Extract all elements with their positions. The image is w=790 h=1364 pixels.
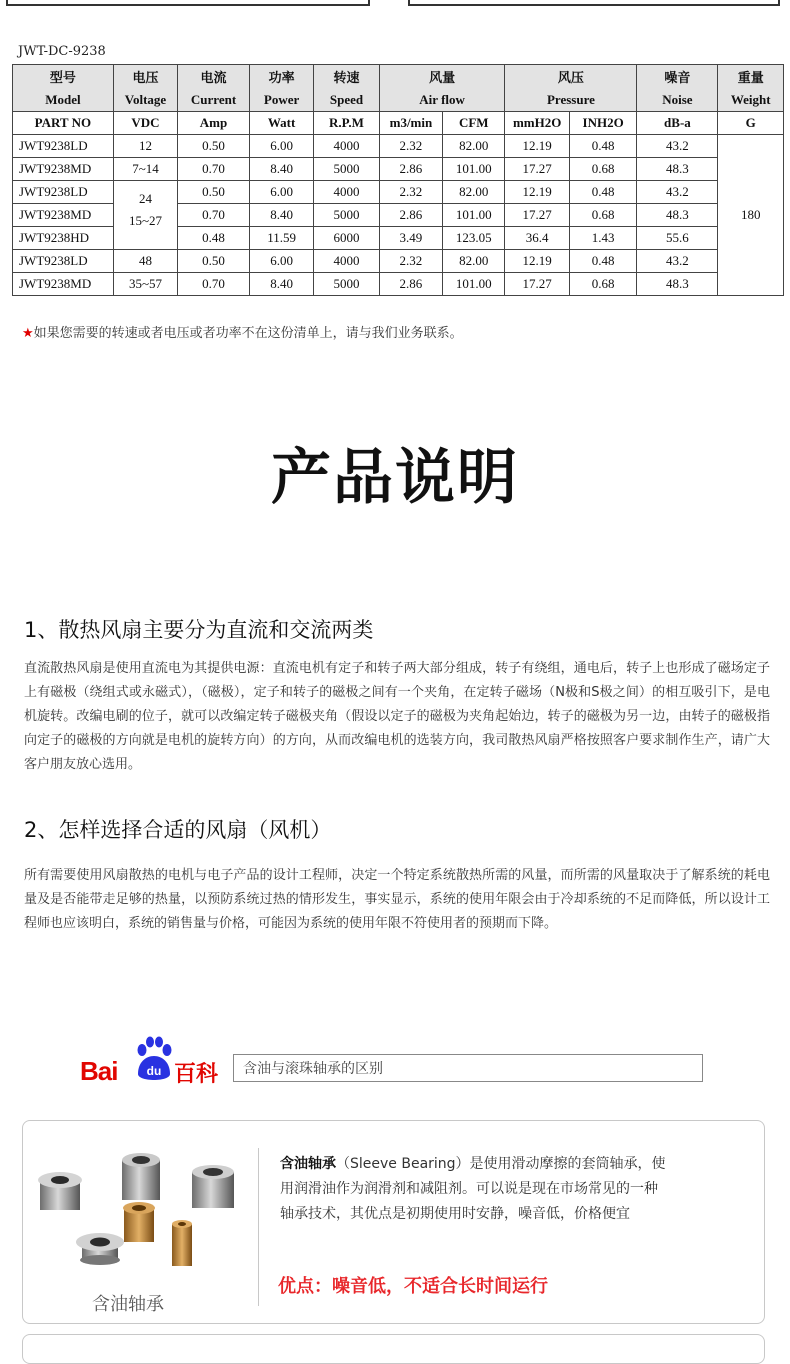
baike-search-box[interactable]: 含油与滚珠轴承的区别 <box>233 1054 703 1082</box>
sleeve-bearing-image <box>30 1150 240 1280</box>
model-code: JWT-DC-9238 <box>18 44 106 59</box>
table-row <box>13 250 784 273</box>
cell-current: 0.50 <box>178 135 250 158</box>
cell-m3min: 2.86 <box>379 158 442 181</box>
header-en-noise: Noise <box>637 88 718 112</box>
cell-inh2o: 1.43 <box>569 227 637 250</box>
cell-power: 11.59 <box>249 227 313 250</box>
cell-mmh2o: 17.27 <box>505 273 569 296</box>
header-en-power: Power <box>249 88 313 112</box>
table-header-en-row <box>13 88 784 112</box>
cell-inh2o: 0.48 <box>569 181 637 204</box>
header-en-pressure: Pressure <box>505 88 637 112</box>
cell-noise: 43.2 <box>637 135 718 158</box>
header-cn-weight: 重量 <box>718 65 784 89</box>
cell-cfm: 82.00 <box>443 250 505 273</box>
cell-part-no: JWT9238LD <box>13 250 114 273</box>
logo-bai-text: Bai <box>80 1056 118 1086</box>
next-card <box>22 1334 765 1364</box>
baidu-baike-logo[interactable] <box>80 1036 230 1087</box>
cell-part-no: JWT9238MD <box>13 158 114 181</box>
unit-g: G <box>718 112 784 135</box>
cell-cfm: 101.00 <box>443 158 505 181</box>
cell-weight: 180 <box>718 135 784 296</box>
cell-noise: 48.3 <box>637 273 718 296</box>
table-row <box>13 181 784 204</box>
cell-part-no: JWT9238LD <box>13 135 114 158</box>
cell-inh2o: 0.68 <box>569 273 637 296</box>
cell-power: 6.00 <box>249 135 313 158</box>
header-cn-noise: 噪音 <box>637 65 718 89</box>
header-cn-voltage: 电压 <box>113 65 177 89</box>
unit-m3min: m3/min <box>379 112 442 135</box>
section-1-title: 1、散热风扇主要分为直流和交流两类 <box>24 618 374 642</box>
cell-part-no: JWT9238LD <box>13 181 114 204</box>
cell-power: 8.40 <box>249 273 313 296</box>
unit-part-no: PART NO <box>13 112 114 135</box>
sleeve-bearing-pros: 优点：噪音低，不适合长时间运行 <box>278 1276 548 1297</box>
voltage-nominal: 24 <box>138 191 152 206</box>
cell-power: 6.00 <box>249 250 313 273</box>
table-units-row <box>13 112 784 135</box>
unit-amp: Amp <box>178 112 250 135</box>
cell-noise: 55.6 <box>637 227 718 250</box>
header-cn-pressure: 风压 <box>505 65 637 89</box>
header-en-speed: Speed <box>314 88 379 112</box>
cell-part-no: JWT9238MD <box>13 273 114 296</box>
unit-rpm: R.P.M <box>314 112 379 135</box>
header-cn-model: 型号 <box>13 65 114 89</box>
cell-voltage-group <box>113 181 177 250</box>
cell-inh2o: 0.48 <box>569 135 637 158</box>
cell-mmh2o: 36.4 <box>505 227 569 250</box>
cell-m3min: 2.86 <box>379 273 442 296</box>
header-cn-current: 电流 <box>178 65 250 89</box>
page-title: 产品说明 <box>271 443 519 513</box>
cell-speed: 6000 <box>314 227 379 250</box>
header-cn-power: 功率 <box>249 65 313 89</box>
table-header-cn-row <box>13 65 784 89</box>
cell-voltage: 12 <box>113 135 177 158</box>
header-cn-speed: 转速 <box>314 65 379 89</box>
cell-speed: 5000 <box>314 273 379 296</box>
cell-mmh2o: 17.27 <box>505 204 569 227</box>
sleeve-bearing-term: 含油轴承 <box>280 1156 336 1172</box>
cell-noise: 43.2 <box>637 250 718 273</box>
section-1-body: 直流散热风扇是使用直流电为其提供电源：直流电机有定子和转子两大部分组成，转子有绕组，通电后，转子上也形成了磁场定子上有磁极（绕组式或永磁式），（磁极），定子和转子的磁极之间有一个夹角，在定转子磁场（N极和S极之间）的相互吸引下，是电机旋转。改编电刷的位子，就可以改编定转子磁极夹角（假设以定子的磁极为夹角起始边，转子的磁极为另一边，由转子的磁极指向定子的磁极的方向就是电机的旋转方向）的方向，从而改编电机的选装方向，我司散热风扇严格按照客户要求制作生产，请广大客户朋友放心选用。 <box>24 661 770 772</box>
paw-icon <box>130 1036 176 1084</box>
cell-m3min: 2.86 <box>379 204 442 227</box>
cell-mmh2o: 12.19 <box>505 181 569 204</box>
cell-mmh2o: 12.19 <box>505 135 569 158</box>
cell-speed: 5000 <box>314 158 379 181</box>
unit-mmh2o: mmH2O <box>505 112 569 135</box>
header-en-voltage: Voltage <box>113 88 177 112</box>
sleeve-bearing-desc-text: （Sleeve Bearing）是使用滑动摩擦的套筒轴承，使用润滑油作为润滑剂和减阻剂。可以说是现在市场常见的一种轴承技术，其优点是初期使用时安静，噪音低，价格便宜 <box>280 1156 666 1222</box>
voltage-range: 15~27 <box>128 213 162 228</box>
cell-noise: 48.3 <box>637 158 718 181</box>
cell-mmh2o: 17.27 <box>505 158 569 181</box>
cell-current: 0.70 <box>178 158 250 181</box>
table-row <box>13 273 784 296</box>
cell-power: 8.40 <box>249 204 313 227</box>
header-en-airflow: Air flow <box>379 88 505 112</box>
unit-vdc: VDC <box>113 112 177 135</box>
cell-speed: 4000 <box>314 181 379 204</box>
card-divider <box>258 1148 259 1306</box>
star-icon: ★ <box>22 326 34 341</box>
cell-cfm: 82.00 <box>443 135 505 158</box>
cell-power: 6.00 <box>249 181 313 204</box>
top-box-right <box>408 0 780 6</box>
header-cn-airflow: 风量 <box>379 65 505 89</box>
logo-du-text: du <box>146 1064 162 1078</box>
table-row <box>13 135 784 158</box>
cell-part-no: JWT9238MD <box>13 204 114 227</box>
cell-power: 8.40 <box>249 158 313 181</box>
cell-inh2o: 0.68 <box>569 204 637 227</box>
contact-note <box>22 322 463 341</box>
cell-current: 0.70 <box>178 273 250 296</box>
cell-speed: 4000 <box>314 250 379 273</box>
contact-note-text: 如果您需要的转速或者电压或者功率不在这份清单上，请与我们业务联系。 <box>33 326 463 341</box>
table-row <box>13 158 784 181</box>
cell-speed: 4000 <box>314 135 379 158</box>
unit-dba: dB-a <box>637 112 718 135</box>
header-en-current: Current <box>178 88 250 112</box>
cell-part-no: JWT9238HD <box>13 227 114 250</box>
unit-watt: Watt <box>249 112 313 135</box>
sleeve-bearing-description <box>280 1152 670 1227</box>
cell-cfm: 123.05 <box>443 227 505 250</box>
cell-current: 0.50 <box>178 250 250 273</box>
cell-voltage: 48 <box>113 250 177 273</box>
cell-m3min: 2.32 <box>379 181 442 204</box>
header-en-weight: Weight <box>718 88 784 112</box>
cell-cfm: 101.00 <box>443 273 505 296</box>
top-box-left <box>6 0 370 6</box>
cell-cfm: 82.00 <box>443 181 505 204</box>
cell-mmh2o: 12.19 <box>505 250 569 273</box>
spec-table <box>12 64 784 296</box>
unit-inh2o: INH2O <box>569 112 637 135</box>
cell-inh2o: 0.68 <box>569 158 637 181</box>
header-en-model: Model <box>13 88 114 112</box>
cell-inh2o: 0.48 <box>569 250 637 273</box>
cell-cfm: 101.00 <box>443 204 505 227</box>
section-2-body: 所有需要使用风扇散热的电机与电子产品的设计工程师，决定一个特定系统散热所需的风量，而所需的风量取决于了解系统的耗电量及是否能带走足够的热量，以预防系统过热的情形发生，事实显示，系统的使用年限会由于冷却系统的不足而降低，所以设计工程师也应该明白，系统的销售量与价格，可能因为系统的使用年限不符使用者的预期而下降。 <box>24 868 770 931</box>
logo-baike-text: 百科 <box>174 1062 219 1087</box>
image-caption: 含油轴承 <box>92 1294 164 1315</box>
cell-m3min: 3.49 <box>379 227 442 250</box>
cell-speed: 5000 <box>314 204 379 227</box>
cell-m3min: 2.32 <box>379 135 442 158</box>
section-2-title: 2、怎样选择合适的风扇（风机） <box>24 818 332 842</box>
cell-noise: 48.3 <box>637 204 718 227</box>
cell-voltage: 7~14 <box>113 158 177 181</box>
cell-m3min: 2.32 <box>379 250 442 273</box>
unit-cfm: CFM <box>443 112 505 135</box>
cell-current: 0.48 <box>178 227 250 250</box>
cell-noise: 43.2 <box>637 181 718 204</box>
cell-current: 0.70 <box>178 204 250 227</box>
cell-voltage: 35~57 <box>113 273 177 296</box>
cell-current: 0.50 <box>178 181 250 204</box>
